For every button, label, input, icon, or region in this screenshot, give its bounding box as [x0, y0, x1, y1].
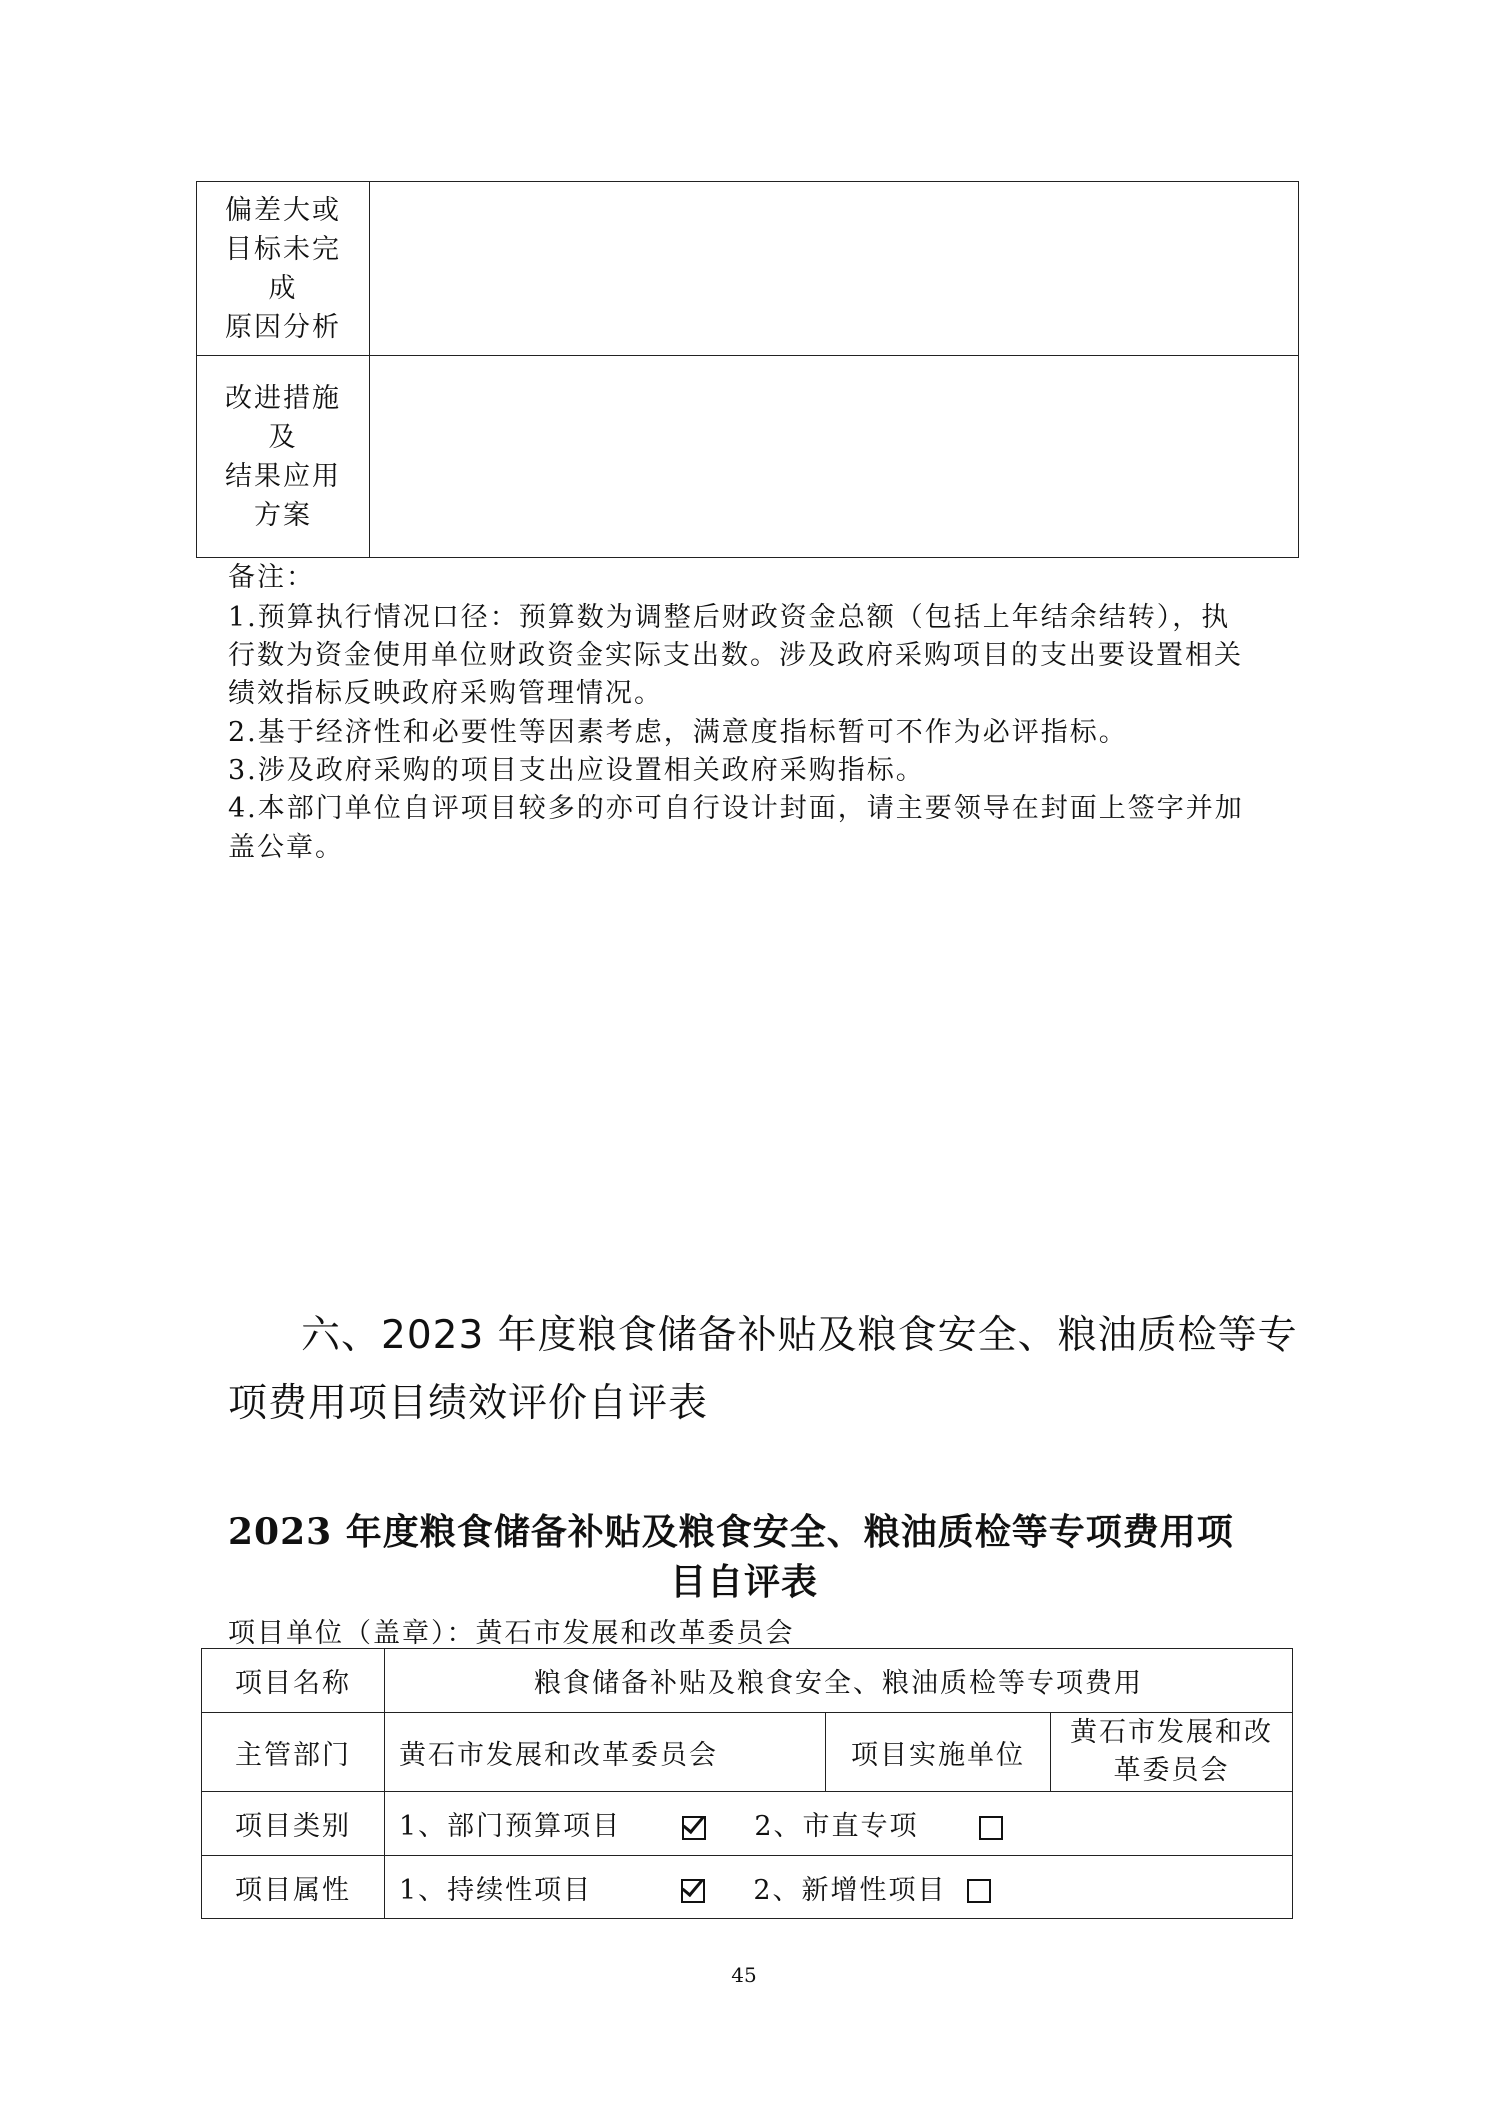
project-name-label: 项目名称 [202, 1649, 385, 1713]
note-line: 4.本部门单位自评项目较多的亦可自行设计封面，请主要领导在封面上签字并加 [228, 793, 1244, 824]
category-label: 项目类别 [202, 1792, 385, 1856]
checkbox-empty-icon[interactable] [979, 1816, 1003, 1840]
improvement-label-line: 及 [268, 421, 298, 453]
page-number: 45 [731, 1963, 757, 1987]
attribute-option-label: 2、新增性项目 [753, 1874, 947, 1906]
note-line: 绩效指标反映政府采购管理情况。 [228, 678, 663, 709]
attribute-option-label: 1、持续性项目 [399, 1874, 593, 1906]
improvement-label-line: 结果应用 [225, 460, 341, 492]
category-option-label: 2、市直专项 [754, 1811, 919, 1842]
dept-value[interactable]: 黄石市发展和改革委员会 [385, 1713, 826, 1792]
deviation-improvement-table [196, 181, 1299, 558]
section-heading-line2: 项费用项目绩效评价自评表 [228, 1381, 709, 1426]
attribute-label: 项目属性 [202, 1856, 385, 1919]
impl-unit-value-line: 黄石市发展和改 [1070, 1717, 1273, 1748]
form-title-line1: 2023 年度粮食储备补贴及粮食安全、粮油质检等专项费用项 [228, 1511, 1234, 1553]
note-line: 1.预算执行情况口径：预算数为调整后财政资金总额（包括上年结余结转），执 [228, 602, 1231, 633]
category-options [385, 1792, 1293, 1856]
improvement-value-cell[interactable] [370, 356, 1299, 558]
category-option-label: 1、部门预算项目 [399, 1811, 622, 1842]
project-info-table [201, 1648, 1293, 1919]
attribute-options [385, 1856, 1293, 1919]
deviation-label-cell [197, 182, 370, 356]
impl-unit-value[interactable] [1051, 1713, 1293, 1792]
deviation-value-cell[interactable] [370, 182, 1299, 356]
attribute-option-continuing[interactable] [399, 1868, 705, 1907]
project-name-value[interactable]: 粮食储备补贴及粮食安全、粮油质检等专项费用 [385, 1649, 1293, 1713]
checkbox-checked-icon[interactable] [681, 1879, 705, 1903]
deviation-label-line: 偏差大或 [225, 194, 341, 226]
note-line: 行数为资金使用单位财政资金实际支出数。涉及政府采购项目的支出要设置相关 [228, 640, 1243, 671]
checkbox-checked-icon[interactable] [682, 1816, 706, 1840]
deviation-label-line: 成 [268, 272, 298, 304]
note-line: 盖公章。 [228, 832, 344, 863]
note-line: 3.涉及政府采购的项目支出应设置相关政府采购指标。 [228, 755, 925, 786]
impl-unit-label: 项目实施单位 [826, 1713, 1051, 1792]
form-title-line2: 目自评表 [669, 1561, 818, 1603]
deviation-label-line: 原因分析 [225, 311, 341, 343]
notes-title: 备注： [228, 562, 315, 593]
section-heading-line1: 六、2023 年度粮食储备补贴及粮食安全、粮油质检等专 [301, 1313, 1298, 1358]
category-option-dept-budget[interactable] [399, 1804, 706, 1843]
checkbox-empty-icon[interactable] [967, 1879, 991, 1903]
improvement-label-line: 方案 [254, 499, 312, 531]
improvement-label-line: 改进措施 [225, 382, 341, 414]
dept-label: 主管部门 [202, 1713, 385, 1792]
category-option-city-special[interactable] [754, 1804, 1003, 1843]
attribute-option-new[interactable] [753, 1868, 991, 1907]
deviation-label-line: 目标未完 [225, 233, 341, 265]
improvement-label-cell [197, 356, 370, 558]
note-line: 2.基于经济性和必要性等因素考虑，满意度指标暂可不作为必评指标。 [228, 717, 1128, 748]
project-unit-line: 项目单位（盖章）：黄石市发展和改革委员会 [228, 1618, 795, 1649]
impl-unit-value-line: 革委员会 [1113, 1755, 1230, 1786]
